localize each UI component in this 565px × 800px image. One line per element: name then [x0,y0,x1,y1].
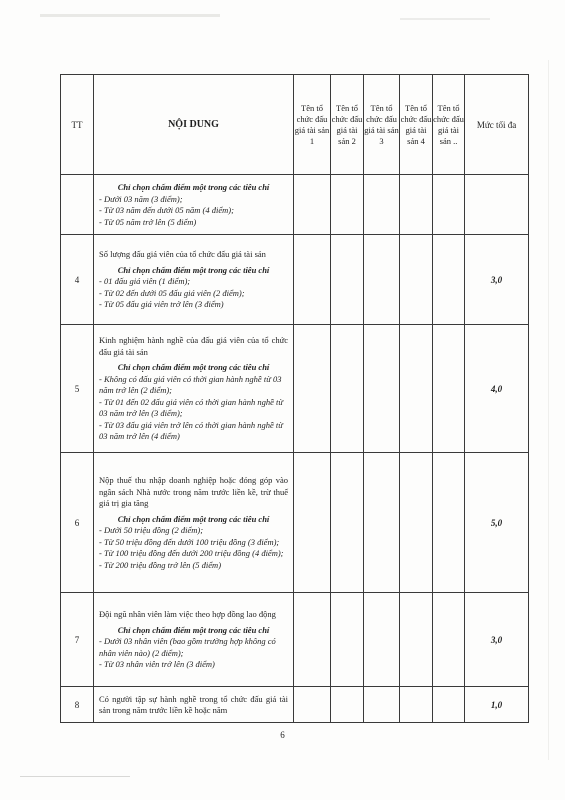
table-header-row [61,75,529,175]
row-max-score: 3,0 [465,235,529,325]
row-rule: Chỉ chọn chấm điểm một trong các tiêu chí [117,264,270,275]
row-max-score: 4,0 [465,325,529,453]
row-option: - Dưới 50 triệu đồng (2 điểm); [99,525,204,535]
row-option: - Từ 01 đến 02 đấu giá viên có thời gian hành nghề từ 03 năm trở lên (3 điểm); [99,396,284,419]
row-number: 5 [61,325,94,453]
row-number: 6 [61,453,94,593]
score-cell [433,593,465,687]
row-number: 7 [61,593,94,687]
row-rule: Chỉ chọn chấm điểm một trong các tiêu chí [117,513,270,524]
row-max-score: 5,0 [465,453,529,593]
header-org-2: Tên tổ chức đấu giá tài sản 2 [331,75,364,175]
score-cell [294,175,331,235]
score-cell [433,235,465,325]
row-option: - Từ 200 triệu đồng trở lên (5 điểm) [99,559,222,570]
score-cell [400,593,433,687]
row-max-score [465,175,529,235]
score-cell [364,453,400,593]
row-option: - Dưới 03 năm (3 điểm); [99,193,183,204]
row-option: - Từ 05 đấu giá viên trở lên (3 điểm) [99,299,224,310]
row-content [94,325,294,453]
score-cell [433,687,465,723]
row-option: - Không có đấu giá viên có thời gian hành nghề từ 03 năm trở lên (2 điểm); [99,373,282,396]
score-cell [294,235,331,325]
row-option: - Từ 50 triệu đồng đến dưới 100 triệu đồng (3 điểm); [99,536,280,547]
row-option: - Từ 03 năm đến dưới 05 năm (4 điểm); [99,205,234,215]
row-max-score: 3,0 [465,593,529,687]
row-number: 4 [61,235,94,325]
score-cell [364,687,400,723]
row-description: Có người tập sự hành nghề trong tổ chức đấu giá tài sản trong năm trước liền kề hoặc năm [99,693,288,715]
header-org-1: Tên tổ chức đấu giá tài sản 1 [294,75,331,175]
row-content [94,453,294,593]
row-rule: Chỉ chọn chấm điểm một trong các tiêu chí [117,182,270,192]
score-cell [400,175,433,235]
scan-artifact [400,18,490,20]
row-rule: Chỉ chọn chấm điểm một trong các tiêu chí [117,624,270,635]
header-max: Mức tối đa [465,75,529,175]
row-rule: Chỉ chọn chấm điểm một trong các tiêu chí [117,362,270,373]
score-cell [294,687,331,723]
score-cell [400,687,433,723]
header-content: NỘI DUNG [94,75,294,175]
score-cell [364,325,400,453]
row-content [94,175,294,235]
evaluation-table [60,74,529,723]
score-cell [294,593,331,687]
row-option: - Từ 02 đến dưới 05 đấu giá viên (2 điểm); [99,287,245,298]
scan-artifact [548,60,549,760]
header-org-5: Tên tổ chức đấu giá tài sản .. [433,75,465,175]
row-option: - Từ 03 nhân viên trở lên (3 điểm) [99,659,215,670]
score-cell [400,453,433,593]
scan-artifact [40,14,220,17]
score-cell [331,175,364,235]
score-cell [331,235,364,325]
table-row [61,235,529,325]
score-cell [331,687,364,723]
score-cell [400,325,433,453]
page-number: 6 [280,730,285,740]
row-max-score: 1,0 [465,687,529,723]
score-cell [433,453,465,593]
table-row [61,593,529,687]
row-option: - Từ 03 đấu giá viên trở lên có thời gian hành nghề từ 03 năm trở lên (4 điểm) [99,419,283,442]
row-option: - Dưới 03 nhân viên (bao gồm trường hợp không có nhân viên nào) (2 điểm); [99,636,276,658]
header-tt: TT [61,75,94,175]
score-cell [433,325,465,453]
score-cell [364,593,400,687]
row-option: - Từ 100 triệu đồng đến dưới 200 triệu đồng (4 điểm); [99,548,284,558]
row-content [94,593,294,687]
score-cell [294,453,331,593]
header-org-4: Tên tổ chức đấu giá tài sản 4 [400,75,433,175]
row-description: Số lượng đấu giá viên của tổ chức đấu giá tài sản [99,249,266,260]
score-cell [364,175,400,235]
row-content [94,687,294,723]
row-content [94,235,294,325]
table-row [61,687,529,723]
score-cell [364,235,400,325]
row-description: Kinh nghiệm hành nghề của đấu giá viên của tổ chức đấu giá tài sản [99,335,288,357]
row-description: Nộp thuế thu nhập doanh nghiệp hoặc đóng góp vào ngân sách Nhà nước trong năm trước liền kề, trừ thuế giá trị gia tăng [99,475,288,508]
row-option: - 01 đấu giá viên (1 điểm); [99,276,191,287]
row-number [61,175,94,235]
score-cell [331,325,364,453]
table-row [61,325,529,453]
score-cell [294,325,331,453]
table-row [61,175,529,235]
row-number: 8 [61,687,94,723]
score-cell [331,453,364,593]
score-cell [331,593,364,687]
score-cell [433,175,465,235]
scan-artifact [20,776,130,777]
row-description: Đội ngũ nhân viên làm việc theo hợp đồng lao động [99,609,276,620]
header-org-3: Tên tổ chức đấu giá tài sản 3 [364,75,400,175]
row-option: - Từ 05 năm trở lên (5 điểm) [99,216,197,227]
table-row [61,453,529,593]
score-cell [400,235,433,325]
